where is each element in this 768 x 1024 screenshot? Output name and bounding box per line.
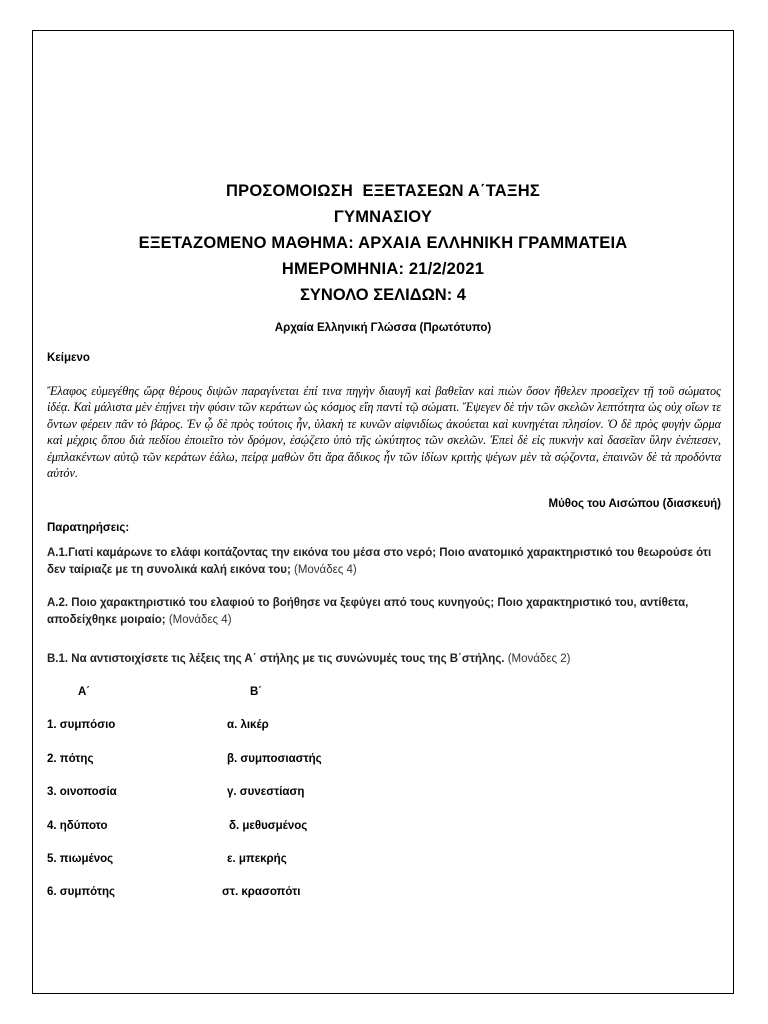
match-b-2: β. συμποσιαστής — [227, 753, 322, 765]
match-a-3: 3. οινοποσία — [47, 786, 117, 798]
match-b-5: ε. μπεκρής — [227, 853, 287, 865]
match-a-2: 2. πότης — [47, 753, 94, 765]
question-a1 — [47, 545, 727, 579]
match-b-3: γ. συνεστίαση — [227, 786, 305, 798]
header-class-line: ΓΥΜΝΑΣΙΟΥ — [333, 208, 433, 226]
column-a-header: Α΄ — [78, 686, 91, 698]
page-border — [32, 30, 734, 994]
question-a2 — [47, 595, 727, 629]
match-b-1: α. λικέρ — [227, 719, 269, 731]
question-b1-marks: (Μονάδες 2) — [507, 653, 571, 665]
header-title-line: ΠΡΟΣΟΜΟΙΩΣΗ ΕΞΕΤΑΣΕΩΝ Α΄ΤΑΞΗΣ — [226, 182, 540, 200]
exam-header — [32, 178, 734, 282]
match-a-5: 5. πιωμένος — [47, 853, 114, 865]
question-a1-marks: (Μονάδες 4) — [293, 564, 357, 576]
question-b1-text: Β.1. Να αντιστοιχίσετε τις λέξεις της Α΄ στήλης με τις συνώνυμές τους της Β΄στήλης. — [47, 653, 505, 665]
match-b-4: δ. μεθυσμένος — [229, 820, 308, 832]
greek-text-body: Ἔλαφος εὐμεγέθης ὥρᾳ θέρους διψῶν παραγίνεται ἐπί τινα πηγὴν διαυγῆ καὶ βαθεῖαν καὶ πιὼν ὅσον ἤθελεν προσεῖχεν τῇ τοῦ σώματος ἰδέᾳ. Καὶ μάλιστα μὲν ἐπῄνει τὴν φύσιν τῶν κεράτων ὡς κόσμος εἴη παντὶ τῷ σώματι. Ἔψεγεν δὲ τὴν τῶν σκελῶν λεπτότητα ὡς οὐχ οἵων τε ὄντων φέρειν πᾶν τὸ βάρος. Ἐν ᾧ δὲ πρὸς τούτοις ἦν, ὑλακὴ τε κυνῶν αἰφνιδίως ἀκούεται καὶ κυνηγέται πλησίον. Ὁ δὲ πρὸς φυγὴν ὥρμα καὶ μέχρις ὅπου διὰ πεδίου ἐποιεῖτο τὸν δρόμον, ἐσῴζετο ὑπὸ τῆς ὠκύτητος τῶν σκελῶν. Ἐπεὶ δὲ εἰς πυκνὴν καὶ δασεῖαν ὕλην ἐνέπεσεν, ἐμπλακέντων αὐτῷ τῶν κεράτων ἑάλω, πείρᾳ μαθὼν ὅτι ἄρα ἄδικος ἦν τῶν ἰδίων κριτὴς ψέγων μὲν τὰ σῴζοντα, ἐπαινῶν δὲ τὰ προδόντα αὐτόν. — [47, 384, 721, 481]
question-a1-text: Α.1.Γιατί καμάρωνε το ελάφι κοιτάζοντας την εικόνα του μέσα στο νερό; Ποιο ανατομικό χαρακτηριστικό του θεωρούσε ότι δεν ταίριαζε με τη συνολικά καλή εικόνα του; — [47, 547, 712, 576]
match-a-6: 6. συμπότης — [47, 886, 116, 898]
question-a2-text: Α.2. Ποιο χαρακτηριστικό του ελαφιού το βοήθησε να ξεφύγει από τους κυνηγούς; Ποιο χαρακτηριστικό του, αντίθετα, αποδείχθηκε μοιραίο; — [47, 597, 689, 626]
text-label: Κείμενο — [47, 352, 90, 364]
match-a-4: 4. ηδύποτο — [47, 820, 108, 832]
remarks-label: Παρατηρήσεις: — [47, 522, 130, 534]
question-b1 — [47, 651, 727, 668]
column-b-header: Β΄ — [250, 686, 263, 698]
total-pages: ΣΥΝΟΛΟ ΣΕΛΙΔΩΝ: 4 — [300, 286, 466, 304]
header-subject-line: ΕΞΕΤΑΖΟΜΕΝΟ ΜΑΘΗΜΑ: ΑΡΧΑΙΑ ΕΛΛΗΝΙΚΗ ΓΡΑΜΜΑΤΕΙΑ — [138, 234, 628, 252]
question-a2-marks: (Μονάδες 4) — [168, 614, 232, 626]
match-b-6: στ. κρασοπότι — [222, 886, 301, 898]
text-source: Μύθος του Αισώπου (διασκευή) — [548, 498, 721, 510]
header-date-line: ΗΜΕΡΟΜΗΝΙΑ: 21/2/2021 — [281, 260, 485, 278]
section-subtitle: Αρχαία Ελληνική Γλώσσα (Πρωτότυπο) — [274, 322, 492, 334]
match-a-1: 1. συμπόσιο — [47, 719, 116, 731]
